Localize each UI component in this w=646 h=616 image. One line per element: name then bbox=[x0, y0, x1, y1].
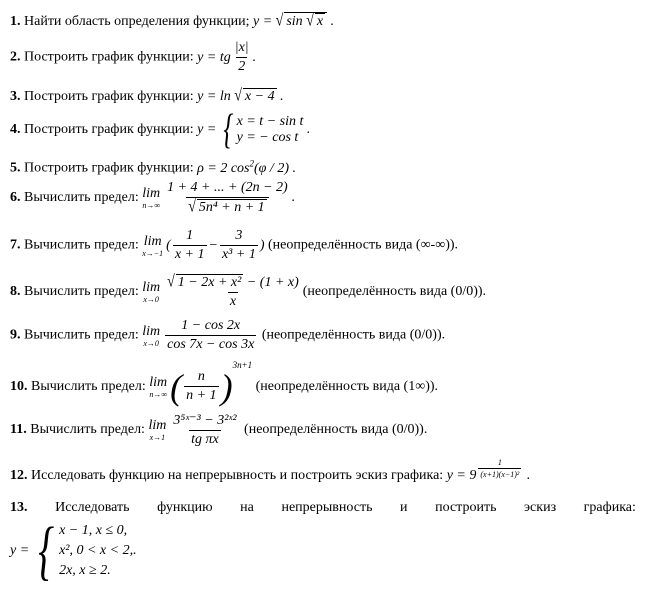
task-3: 3. Построить график функции: y = ln √ x − 4 . bbox=[10, 87, 284, 106]
task-4: 4. Построить график функции: y = { x = t − sin t y = − cos t . bbox=[10, 107, 311, 153]
formula: y = √ sin √ x . bbox=[252, 12, 335, 31]
formula: lim n→∞ $\frac{1 + 4 + ... + (2n - 2)}{\text{√ 5n⁴ + n + 1}}$ . bbox=[142, 180, 296, 217]
formula: lim x→−1 ( $\frac{1}{x + 1}$ − $\frac{3}{\text{x³ + 1}}$ ) bbox=[142, 228, 265, 262]
task-6: 6. Вычислить предел: lim n→∞ $\frac{1 + 4 + ... + (2n - 2)}{\text{√ 5n⁴ + n + 1}}$ . bbox=[10, 180, 296, 217]
task-13: 13. Исследовать функцию на непрерывность и построить эскиз графика: bbox=[10, 500, 636, 515]
task-5: 5. Построить график функции: ρ = 2 $\cos^2(\varphi / 2)$ . bbox=[10, 158, 296, 176]
formula: y = { x − 1, x ≤ 0, x², 0 < x < 2,. 2x, x ≥ 2. bbox=[10, 514, 137, 587]
formula: lim x→0 $\frac{1 - \cos 2x}{\cos 7x - \cos 3x}$ bbox=[142, 318, 255, 352]
task-2: 2. Построить график функции: y = tg $\frac{|x|}{2}$ . bbox=[10, 40, 257, 74]
task-13-formula bbox=[10, 514, 137, 587]
task-9: 9. Вычислить предел: lim x→0 $\frac{1 - \cos 2x}{\cos 7x - \cos 3x}$ (неопределённость вида (0/0)). bbox=[10, 318, 446, 352]
formula: y = { x = t − sin t y = − cos t . bbox=[197, 107, 311, 153]
formula: y = ln √ x − 4 . bbox=[197, 87, 284, 106]
task-1: 1. Найти область определения функции; y = √ sin √ x . bbox=[10, 12, 335, 31]
formula: y = 9 $\frac{1}{\text{(x+1)(x−1)²}}$ . bbox=[446, 458, 531, 483]
task-text: Найти область определения функции bbox=[24, 14, 246, 29]
task-7: 7. Вычислить предел: lim x→−1 ( $\frac{1}{x + 1}$ − $\frac{3}{\text{x³ + 1}}$ ) (неопределённость вида (∞-∞)). bbox=[10, 228, 459, 262]
task-12: 12. Исследовать функцию на непрерывность и построить эскиз графика: y = 9 $\frac{1}{\text{(x+1)(x−1)²}}$ . bbox=[10, 458, 531, 483]
task-10: 10. Вычислить предел: lim n→∞ ( $\frac{n}{n + 1}$ )$^{3n+1}$ (неопределённость вида (1∞)). bbox=[10, 360, 439, 407]
formula: y = tg $\frac{|x|}{2}$ . bbox=[197, 40, 257, 74]
formula: lim x→0 $\frac{\text{√ 1 − 2x + x² − (1 + x)}}{x}$ bbox=[142, 273, 299, 309]
formula: lim n→∞ ( $\frac{n}{n + 1}$ )$^{3n+1}$ bbox=[149, 360, 253, 407]
formula: ρ = 2 $\cos^2(\varphi / 2)$ . bbox=[197, 158, 296, 176]
task-11: 11. Вычислить предел: lim x→1 $\frac{\text{3⁵ˣ⁻³ − 3²ˣ²}}{\text{tg πx}}$ (неопределённость вида (0/0)). bbox=[10, 413, 428, 447]
formula: lim x→1 $\frac{\text{3⁵ˣ⁻³ − 3²ˣ²}}{\text{tg πx}}$ bbox=[148, 413, 237, 447]
task-8: 8. Вычислить предел: lim x→0 $\frac{\text{√ 1 − 2x + x² − (1 + x)}}{x}$ (неопределённость вида (0/0)). bbox=[10, 273, 487, 309]
task-number: 1. bbox=[10, 14, 21, 29]
